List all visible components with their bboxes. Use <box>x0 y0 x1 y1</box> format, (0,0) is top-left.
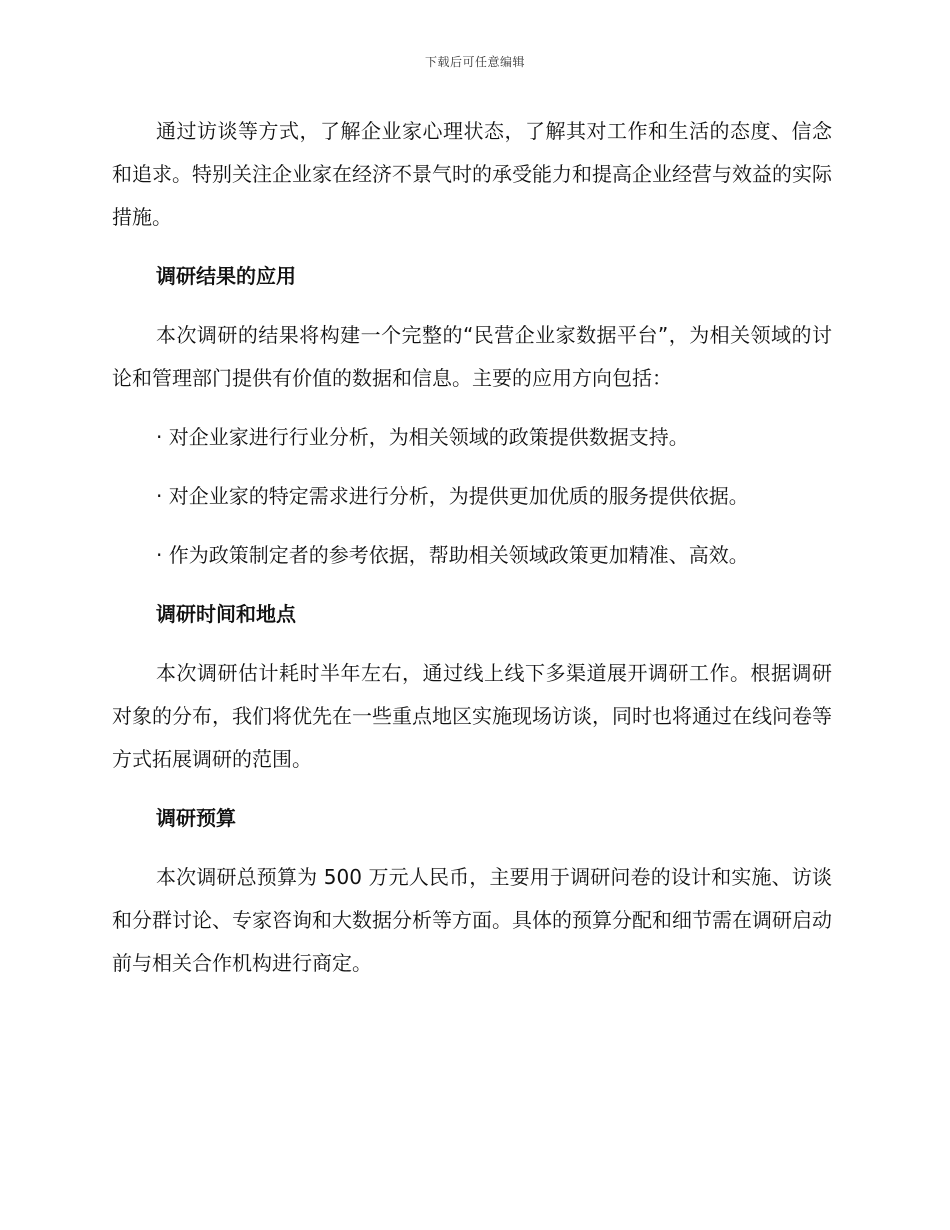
intro-paragraph: 通过访谈等方式，了解企业家心理状态，了解其对工作和生活的态度、信念和追求。特别关注企业家在经济不景气时的承受能力和提高企业经营与效益的实际措施。 <box>112 119 832 229</box>
document-body <box>112 110 832 1001</box>
budget-paragraph: 本次调研总预算为 500 万元人民币，主要用于调研问卷的设计和实施、访谈和分群讨论、专家咨询和大数据分析等方面。具体的预算分配和细节需在调研启动前与相关合作机构进行商定。 <box>112 865 832 975</box>
time-place-paragraph: 本次调研估计耗时半年左右，通过线上线下多渠道展开调研工作。根据调研对象的分布，我们将优先在一些重点地区实施现场访谈，同时也将通过在线问卷等方式拓展调研的范围。 <box>112 661 832 771</box>
bullet-item: · 作为政策制定者的参考依据，帮助相关领域政策更加精准、高效。 <box>156 543 749 567</box>
bullet-item: · 对企业家进行行业分析，为相关领域的政策提供数据支持。 <box>156 425 689 449</box>
heading-budget: 调研预算 <box>156 806 236 830</box>
application-paragraph: 本次调研的结果将构建一个完整的“民营企业家数据平台”，为相关领域的讨论和管理部门提供有价值的数据和信息。主要的应用方向包括： <box>112 323 832 390</box>
heading-time-place: 调研时间和地点 <box>156 602 296 626</box>
bullet-item: · 对企业家的特定需求进行分析，为提供更加优质的服务提供依据。 <box>156 484 749 508</box>
heading-application: 调研结果的应用 <box>156 264 296 288</box>
page-header: 下载后可任意编辑 <box>424 55 525 69</box>
